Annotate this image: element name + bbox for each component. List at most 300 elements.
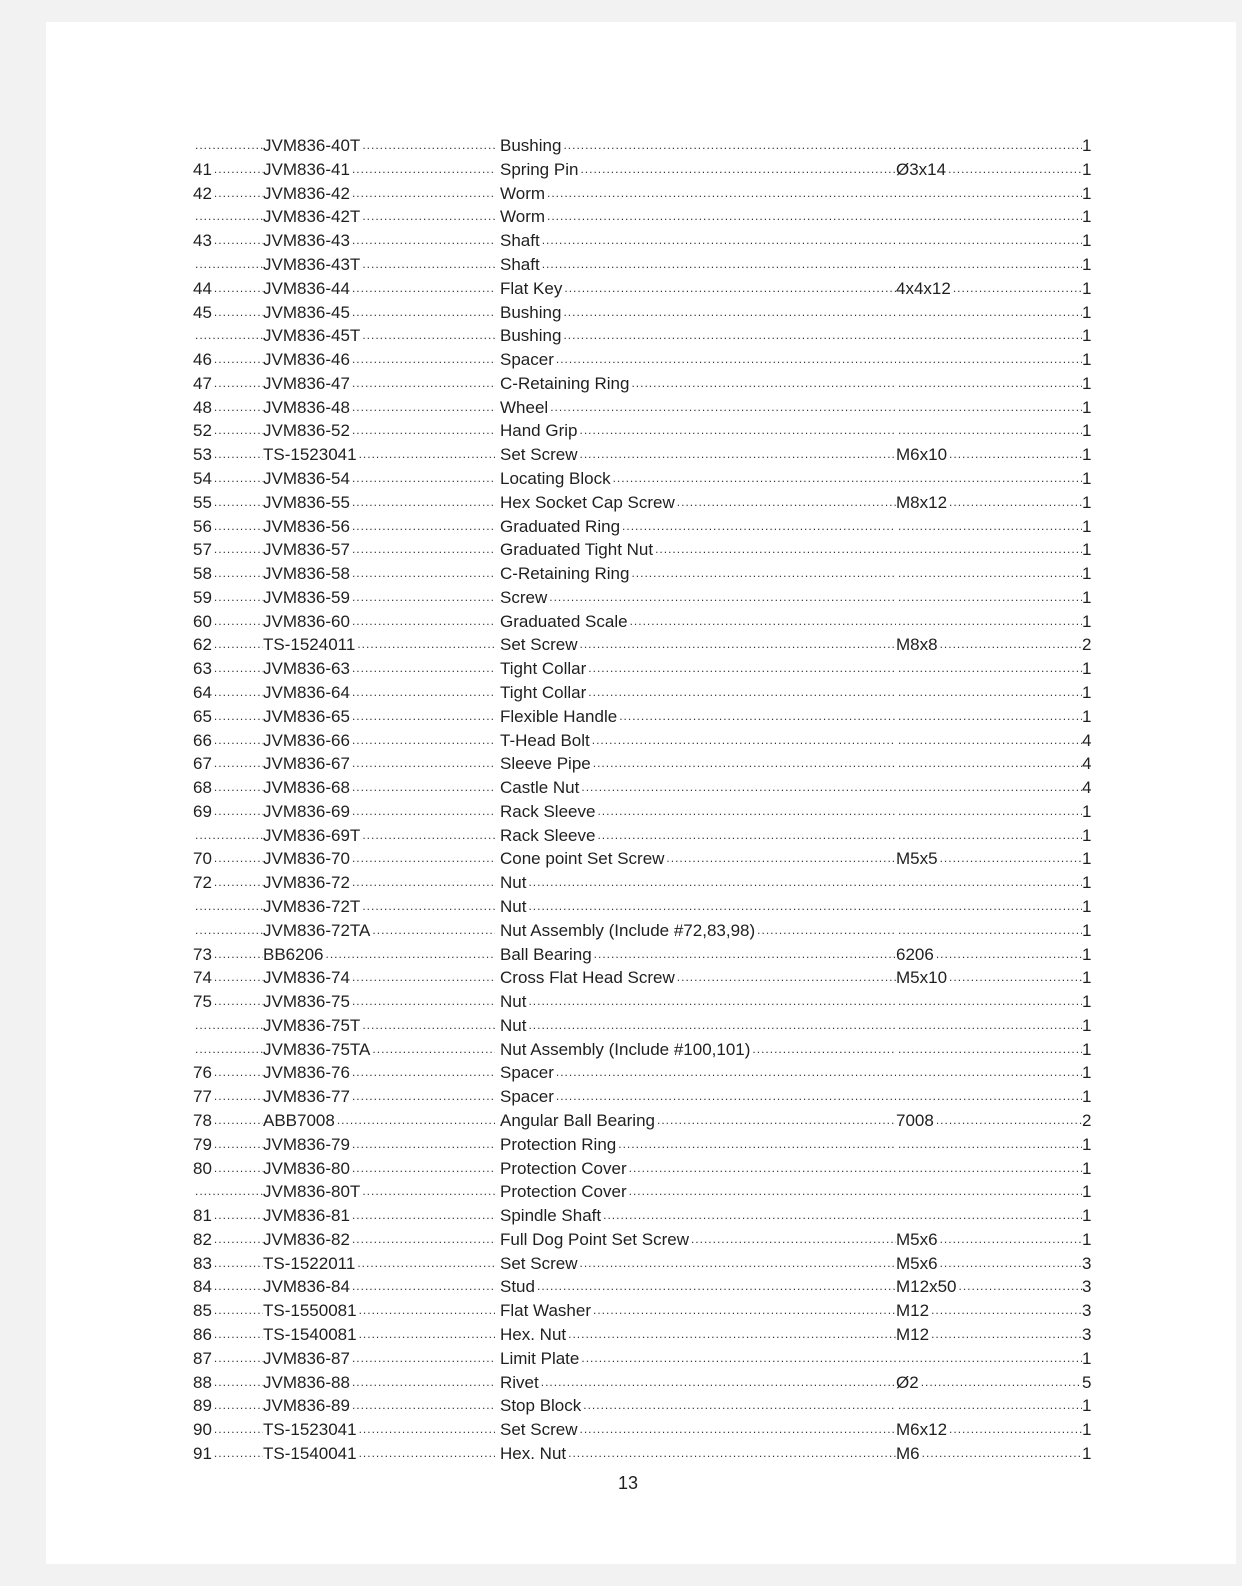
leader-dots	[352, 420, 495, 442]
part-quantity: 1	[1082, 968, 1092, 988]
part-number: JVM836-55	[263, 492, 350, 512]
part-size: M12	[896, 1301, 930, 1321]
leader-dots	[214, 563, 263, 585]
part-size-cell	[896, 872, 1082, 894]
ref-number: 44	[193, 278, 212, 298]
leader-dots	[948, 159, 1082, 181]
part-quantity-cell	[1082, 1372, 1102, 1394]
leader-dots	[362, 135, 495, 157]
part-quantity-cell	[1082, 611, 1102, 633]
part-description-cell	[500, 1443, 896, 1465]
ref-number: 41	[193, 159, 212, 179]
part-quantity-cell	[1082, 1158, 1102, 1180]
leader-dots	[352, 1348, 495, 1370]
leader-dots	[579, 444, 896, 466]
part-description-cell	[500, 183, 896, 205]
leader-dots	[898, 183, 1082, 205]
part-description: Worm	[500, 207, 546, 227]
ref-number-cell	[193, 848, 263, 870]
leader-dots	[214, 682, 263, 704]
part-quantity: 1	[1082, 1206, 1092, 1226]
leader-dots	[195, 920, 263, 942]
leader-dots	[666, 848, 896, 870]
leader-dots	[898, 1205, 1082, 1227]
part-number-cell	[263, 349, 495, 371]
part-quantity-cell	[1082, 1086, 1102, 1108]
leader-dots	[352, 682, 495, 704]
ref-number-cell	[193, 1158, 263, 1180]
part-size: M5x5	[896, 849, 938, 869]
part-size-cell	[896, 1395, 1082, 1417]
part-number: JVM836-45T	[263, 326, 361, 346]
part-quantity: 1	[1082, 468, 1092, 488]
leader-dots	[352, 563, 495, 585]
part-size: 4x4x12	[896, 278, 951, 298]
part-number-cell	[263, 825, 495, 847]
ref-number: 42	[193, 183, 212, 203]
leader-dots	[898, 397, 1082, 419]
part-number-cell	[263, 1443, 495, 1465]
leader-dots	[214, 539, 263, 561]
part-quantity-cell	[1082, 682, 1102, 704]
ref-number-cell	[193, 1015, 263, 1037]
ref-number: 85	[193, 1301, 212, 1321]
part-quantity-cell	[1082, 801, 1102, 823]
part-number-cell	[263, 634, 495, 656]
ref-number: 66	[193, 730, 212, 750]
part-quantity: 1	[1082, 516, 1092, 536]
ref-number: 83	[193, 1253, 212, 1273]
leader-dots	[936, 1110, 1082, 1132]
part-quantity: 1	[1082, 1134, 1092, 1154]
part-number: JVM836-82	[263, 1229, 350, 1249]
part-number-cell	[263, 587, 495, 609]
table-row	[0, 516, 1242, 538]
part-description-cell	[500, 230, 896, 252]
ref-number-cell	[193, 1276, 263, 1298]
part-description-cell	[500, 1372, 896, 1394]
part-number-cell	[263, 1134, 495, 1156]
part-number-cell	[263, 135, 495, 157]
ref-number: 89	[193, 1396, 212, 1416]
leader-dots	[940, 1229, 1082, 1251]
leader-dots	[593, 1300, 896, 1322]
leader-dots	[214, 944, 263, 966]
part-number-cell	[263, 1253, 495, 1275]
part-number: TS-1522011	[263, 1253, 356, 1273]
part-number-cell	[263, 278, 495, 300]
part-number-cell	[263, 896, 495, 918]
leader-dots	[898, 135, 1082, 157]
leader-dots	[352, 1134, 495, 1156]
part-size: M8x12	[896, 492, 948, 512]
part-number: TS-1524011	[263, 635, 356, 655]
part-size-cell	[896, 753, 1082, 775]
leader-dots	[898, 896, 1082, 918]
leader-dots	[631, 563, 896, 585]
leader-dots	[214, 1419, 263, 1441]
part-description: Spindle Shaft	[500, 1206, 602, 1226]
leader-dots	[362, 1181, 495, 1203]
part-description: Rivet	[500, 1372, 539, 1392]
leader-dots	[542, 230, 896, 252]
part-description-cell	[500, 1205, 896, 1227]
part-number: TS-1540041	[263, 1443, 357, 1463]
leader-dots	[214, 1372, 263, 1394]
leader-dots	[619, 706, 896, 728]
leader-dots	[958, 1276, 1082, 1298]
part-size-cell	[896, 206, 1082, 228]
part-quantity: 1	[1082, 254, 1092, 274]
part-number-cell	[263, 444, 495, 466]
leader-dots	[898, 373, 1082, 395]
part-quantity: 1	[1082, 944, 1092, 964]
part-description: Hand Grip	[500, 421, 578, 441]
part-quantity: 3	[1082, 1325, 1092, 1344]
part-quantity: 1	[1082, 849, 1092, 869]
leader-dots	[214, 492, 263, 514]
ref-number: 52	[193, 421, 212, 441]
part-number: JVM836-80T	[263, 1182, 361, 1202]
part-number: JVM836-80	[263, 1158, 350, 1178]
ref-number: 47	[193, 373, 212, 393]
part-number-cell	[263, 420, 495, 442]
part-description: Ball Bearing	[500, 944, 592, 964]
part-number: JVM836-40T	[263, 136, 361, 155]
table-row	[0, 1372, 1242, 1394]
part-quantity-cell	[1082, 302, 1102, 324]
part-description: Flat Washer	[500, 1301, 592, 1321]
leader-dots	[588, 658, 896, 680]
leader-dots	[214, 1134, 263, 1156]
ref-number: 45	[193, 302, 212, 322]
part-size-cell	[896, 1348, 1082, 1370]
part-description: Set Screw	[500, 445, 578, 465]
part-size-cell	[896, 1062, 1082, 1084]
ref-number-cell	[193, 658, 263, 680]
leader-dots	[898, 420, 1082, 442]
part-quantity: 1	[1082, 564, 1092, 583]
part-size-cell	[896, 682, 1082, 704]
table-row	[0, 825, 1242, 847]
part-number-cell	[263, 1395, 495, 1417]
leader-dots	[352, 492, 495, 514]
leader-dots	[352, 1062, 495, 1084]
leader-dots	[898, 920, 1082, 942]
ref-number-cell	[193, 183, 263, 205]
part-quantity: 4	[1082, 730, 1092, 750]
part-size-cell	[896, 159, 1082, 181]
part-number: JVM836-44	[263, 278, 350, 298]
ref-number: 58	[193, 564, 212, 583]
part-description-cell	[500, 1395, 896, 1417]
leader-dots	[352, 349, 495, 371]
leader-dots	[214, 848, 263, 870]
ref-number: 62	[193, 635, 212, 655]
leader-dots	[372, 920, 495, 942]
part-description-cell	[500, 468, 896, 490]
leader-dots	[630, 611, 896, 633]
part-description: Hex. Nut	[500, 1325, 567, 1344]
part-quantity: 3	[1082, 1301, 1092, 1321]
part-quantity: 1	[1082, 159, 1092, 179]
table-row	[0, 349, 1242, 371]
ref-number-cell	[193, 159, 263, 181]
part-number: JVM836-42T	[263, 207, 361, 227]
part-number: JVM836-74	[263, 968, 350, 988]
part-number-cell	[263, 325, 495, 347]
part-quantity: 1	[1082, 587, 1092, 607]
part-number: JVM836-72T	[263, 897, 361, 916]
ref-number: 76	[193, 1063, 212, 1083]
leader-dots	[579, 1419, 896, 1441]
ref-number-cell	[193, 1062, 263, 1084]
part-size-cell	[896, 991, 1082, 1013]
part-size-cell	[896, 539, 1082, 561]
ref-number-cell	[193, 397, 263, 419]
part-description-cell	[500, 944, 896, 966]
part-description-cell	[500, 563, 896, 585]
part-quantity-cell	[1082, 896, 1102, 918]
leader-dots	[898, 516, 1082, 538]
leader-dots	[579, 634, 896, 656]
part-size: M12x50	[896, 1277, 957, 1297]
ref-number: 55	[193, 492, 212, 512]
leader-dots	[556, 1086, 896, 1108]
ref-number: 75	[193, 992, 212, 1012]
leader-dots	[214, 777, 263, 799]
leader-dots	[936, 944, 1082, 966]
ref-number-cell	[193, 539, 263, 561]
leader-dots	[588, 682, 896, 704]
part-number: JVM836-65	[263, 706, 350, 726]
leader-dots	[931, 1324, 1082, 1346]
table-row	[0, 468, 1242, 490]
part-number: JVM836-66	[263, 730, 350, 750]
part-number-cell	[263, 159, 495, 181]
leader-dots	[953, 278, 1082, 300]
leader-dots	[214, 1110, 263, 1132]
part-quantity-cell	[1082, 135, 1102, 157]
part-quantity-cell	[1082, 944, 1102, 966]
part-size-cell	[896, 825, 1082, 847]
part-number-cell	[263, 1086, 495, 1108]
part-quantity-cell	[1082, 1229, 1102, 1251]
part-quantity: 2	[1082, 635, 1092, 655]
part-description-cell	[500, 349, 896, 371]
ref-number: 43	[193, 231, 212, 251]
part-quantity-cell	[1082, 420, 1102, 442]
table-row	[0, 611, 1242, 633]
part-size-cell	[896, 1324, 1082, 1346]
leader-dots	[352, 468, 495, 490]
part-number-cell	[263, 1039, 495, 1061]
leader-dots	[195, 1015, 263, 1037]
table-row	[0, 1205, 1242, 1227]
leader-dots	[362, 825, 495, 847]
leader-dots	[214, 587, 263, 609]
ref-number-cell	[193, 991, 263, 1013]
ref-number: 91	[193, 1443, 212, 1463]
leader-dots	[352, 706, 495, 728]
part-description: Castle Nut	[500, 778, 580, 798]
leader-dots	[352, 373, 495, 395]
ref-number-cell	[193, 1253, 263, 1275]
leader-dots	[898, 1086, 1082, 1108]
part-number-cell	[263, 1062, 495, 1084]
ref-number-cell	[193, 1348, 263, 1370]
part-size-cell	[896, 563, 1082, 585]
leader-dots	[593, 753, 896, 775]
part-quantity: 1	[1082, 302, 1092, 322]
part-quantity-cell	[1082, 1110, 1102, 1132]
part-description-cell	[500, 278, 896, 300]
part-number: JVM836-70	[263, 849, 350, 869]
part-quantity: 1	[1082, 801, 1092, 821]
ref-number-cell	[193, 325, 263, 347]
part-description-cell	[500, 444, 896, 466]
part-description-cell	[500, 325, 896, 347]
part-number: JVM836-54	[263, 468, 350, 488]
ref-number-cell	[193, 516, 263, 538]
part-description-cell	[500, 967, 896, 989]
leader-dots	[583, 1395, 896, 1417]
part-size-cell	[896, 730, 1082, 752]
part-number-cell	[263, 539, 495, 561]
table-row	[0, 1039, 1242, 1061]
part-size-cell	[896, 967, 1082, 989]
leader-dots	[629, 1158, 896, 1180]
leader-dots	[214, 1348, 263, 1370]
leader-dots	[357, 1253, 495, 1275]
part-size-cell	[896, 1039, 1082, 1061]
leader-dots	[352, 848, 495, 870]
part-number: JVM836-69	[263, 801, 350, 821]
part-description: Nut	[500, 1015, 527, 1035]
table-row	[0, 1134, 1242, 1156]
part-description-cell	[500, 1086, 896, 1108]
leader-dots	[677, 492, 896, 514]
table-row	[0, 397, 1242, 419]
part-number-cell	[263, 1300, 495, 1322]
leader-dots	[898, 325, 1082, 347]
leader-dots	[214, 1253, 263, 1275]
part-quantity-cell	[1082, 1300, 1102, 1322]
leader-dots	[195, 1181, 263, 1203]
page-number: 13	[617, 1473, 639, 1493]
part-number-cell	[263, 1205, 495, 1227]
leader-dots	[898, 730, 1082, 752]
part-size-cell	[896, 611, 1082, 633]
part-quantity-cell	[1082, 1276, 1102, 1298]
part-description-cell	[500, 1110, 896, 1132]
part-size-cell	[896, 302, 1082, 324]
part-quantity: 1	[1082, 1087, 1092, 1107]
part-description-cell	[500, 159, 896, 181]
leader-dots	[677, 967, 896, 989]
part-description-cell	[500, 706, 896, 728]
part-number: BB6206	[263, 944, 324, 964]
part-quantity: 1	[1082, 326, 1092, 346]
part-size-cell	[896, 1086, 1082, 1108]
table-row	[0, 206, 1242, 228]
part-description-cell	[500, 658, 896, 680]
leader-dots	[556, 349, 896, 371]
ref-number: 64	[193, 682, 212, 702]
leader-dots	[359, 1300, 495, 1322]
ref-number-cell	[193, 1324, 263, 1346]
table-row	[0, 872, 1242, 894]
part-description: Worm	[500, 183, 546, 203]
part-quantity: 1	[1082, 397, 1092, 417]
part-size-cell	[896, 1276, 1082, 1298]
part-quantity: 1	[1082, 278, 1092, 298]
part-quantity-cell	[1082, 634, 1102, 656]
leader-dots	[594, 944, 896, 966]
leader-dots	[613, 468, 896, 490]
leader-dots	[618, 1134, 896, 1156]
part-quantity: 1	[1082, 1229, 1092, 1249]
table-row	[0, 1086, 1242, 1108]
part-quantity-cell	[1082, 183, 1102, 205]
part-number-cell	[263, 302, 495, 324]
leader-dots	[898, 1158, 1082, 1180]
table-row	[0, 1253, 1242, 1275]
ref-number-cell	[193, 944, 263, 966]
part-quantity-cell	[1082, 349, 1102, 371]
part-description: Full Dog Point Set Screw	[500, 1229, 689, 1249]
part-quantity-cell	[1082, 777, 1102, 799]
leader-dots	[214, 468, 263, 490]
part-quantity: 1	[1082, 1182, 1092, 1202]
part-description: Rack Sleeve	[500, 825, 596, 845]
part-description-cell	[500, 1253, 896, 1275]
part-quantity-cell	[1082, 373, 1102, 395]
part-description: Nut	[500, 992, 527, 1012]
table-row	[0, 1158, 1242, 1180]
leader-dots	[564, 278, 896, 300]
leader-dots	[352, 1229, 495, 1251]
leader-dots	[898, 706, 1082, 728]
part-size-cell	[896, 706, 1082, 728]
part-number: JVM836-45	[263, 302, 350, 322]
part-number: JVM836-84	[263, 1277, 350, 1297]
leader-dots	[214, 658, 263, 680]
leader-dots	[563, 302, 896, 324]
leader-dots	[940, 1253, 1082, 1275]
part-description-cell	[500, 730, 896, 752]
part-quantity-cell	[1082, 1062, 1102, 1084]
table-row	[0, 658, 1242, 680]
part-quantity: 1	[1082, 421, 1092, 441]
leader-dots	[691, 1229, 896, 1251]
part-size-cell	[896, 468, 1082, 490]
part-quantity-cell	[1082, 967, 1102, 989]
part-description-cell	[500, 206, 896, 228]
leader-dots	[592, 730, 896, 752]
part-number: JVM836-69T	[263, 825, 361, 845]
part-quantity-cell	[1082, 278, 1102, 300]
leader-dots	[655, 539, 896, 561]
part-description-cell	[500, 1039, 896, 1061]
leader-dots	[214, 230, 263, 252]
part-size-cell	[896, 230, 1082, 252]
part-description-cell	[500, 1134, 896, 1156]
part-description: Rack Sleeve	[500, 801, 596, 821]
part-size-cell	[896, 278, 1082, 300]
part-size-cell	[896, 587, 1082, 609]
leader-dots	[195, 206, 263, 228]
